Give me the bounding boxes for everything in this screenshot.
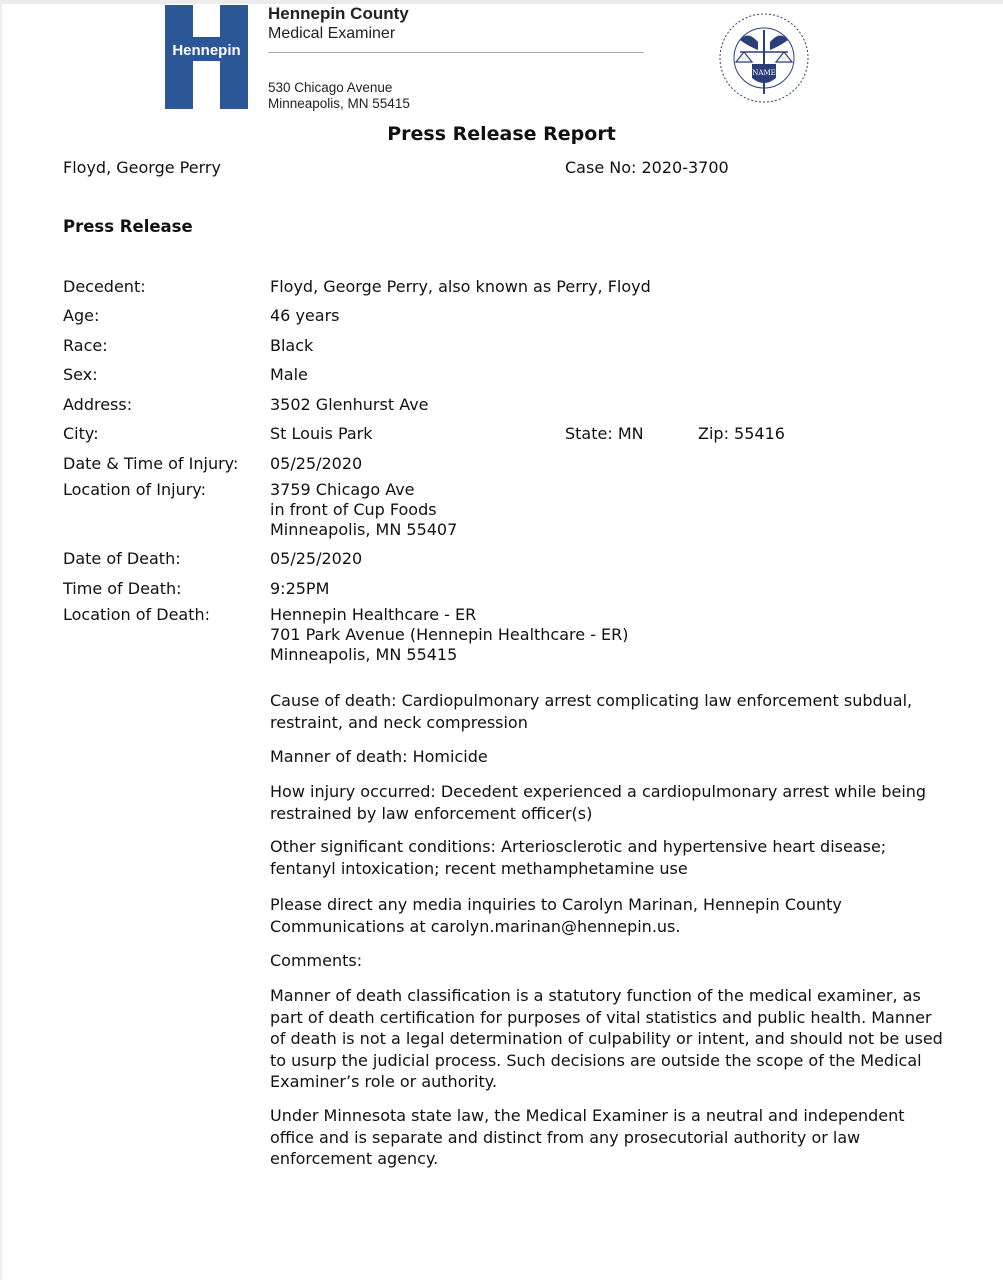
state-value: State: MN [565,424,644,443]
injury-datetime-value: 05/25/2020 [270,454,363,473]
org-address-line2: Minneapolis, MN 55415 [268,96,410,111]
city-label: City: [63,424,99,443]
zip-value: Zip: 55416 [698,424,785,443]
left-border [0,0,2,1280]
org-department: Medical Examiner [268,25,396,42]
injury-location-line: 3759 Chicago Ave [270,480,415,499]
org-name [268,4,409,44]
decedent-label: Decedent: [63,277,146,296]
death-date-label: Date of Death: [63,549,181,568]
injury-location-value [270,480,457,540]
org-county: Hennepin County [268,4,409,23]
hennepin-logo-text: Hennepin [172,42,241,59]
address-value: 3502 Glenhurst Ave [270,395,429,414]
other-conditions: Other significant conditions: Arteriosclerotic and hypertensive heart disease; fentanyl intoxication; recent methamphetamine use [270,837,887,878]
sex-value: Male [270,365,308,384]
section-heading: Press Release [63,217,193,236]
death-time-value: 9:25PM [270,579,330,598]
media-inquiries-text: Please direct any media inquiries to Carolyn Marinan, Hennepin County Communications at [270,895,842,936]
media-inquiries-period: . [675,916,681,936]
comment-paragraph-1: Manner of death classification is a statutory function of the medical examiner, as part of death certification for purposes of vital statistics and public health. Manner of death is not a legal determination of culpability or intent, and should not be used to usurp the judicial process. Such decisions are outside the scope of the Medical Examiner’s role or authority. [270,986,943,1091]
injury-location-label: Location of Injury: [63,480,206,499]
comments-label: Comments: [270,951,363,970]
death-location-label: Location of Death: [63,605,211,624]
manner-of-death: Manner of death: Homicide [270,747,488,766]
race-label: Race: [63,336,108,355]
media-inquiries [270,894,950,937]
decedent-value: Floyd, George Perry, also known as Perry, Floyd [270,277,651,296]
seal-initials: NAME [752,69,776,77]
org-address-line1: 530 Chicago Avenue [268,80,393,95]
injury-location-line: Minneapolis, MN 55407 [270,520,458,539]
age-value: 46 years [270,306,340,325]
media-email-link[interactable]: carolyn.marinan@hennepin.us [430,916,676,936]
death-time-label: Time of Death: [63,579,182,598]
death-date-value: 05/25/2020 [270,549,363,568]
injury-location-line: in front of Cup Foods [270,500,437,519]
race-value: Black [270,336,314,355]
report-title: Press Release Report [387,123,616,145]
age-label: Age: [63,306,100,325]
city-value: St Louis Park [270,424,373,443]
cause-of-death: Cause of death: Cardiopulmonary arrest complicating law enforcement subdual, restraint, and neck compression [270,691,913,732]
name-seal-icon [718,12,810,104]
death-location-line: Hennepin Healthcare - ER [270,605,477,624]
subject-name: Floyd, George Perry [63,158,221,177]
comment-paragraph-2: Under Minnesota state law, the Medical Examiner is a neutral and independent office and is separate and distinct from any prosecutorial authority or law enforcement agency. [270,1106,905,1168]
hennepin-logo [165,5,248,109]
injury-datetime-label: Date & Time of Injury: [63,454,239,473]
case-number: Case No: 2020-3700 [565,158,729,177]
org-address [268,80,410,112]
sex-label: Sex: [63,365,98,384]
death-location-line: Minneapolis, MN 55415 [270,645,458,664]
how-injury-occurred: How injury occurred: Decedent experienced a cardiopulmonary arrest while being restrained by law enforcement officer(s) [270,782,927,823]
death-location-line: 701 Park Avenue (Hennepin Healthcare - ER) [270,625,629,644]
top-border [0,0,1003,4]
address-label: Address: [63,395,133,414]
header-divider [268,52,644,53]
death-location-value [270,605,629,665]
